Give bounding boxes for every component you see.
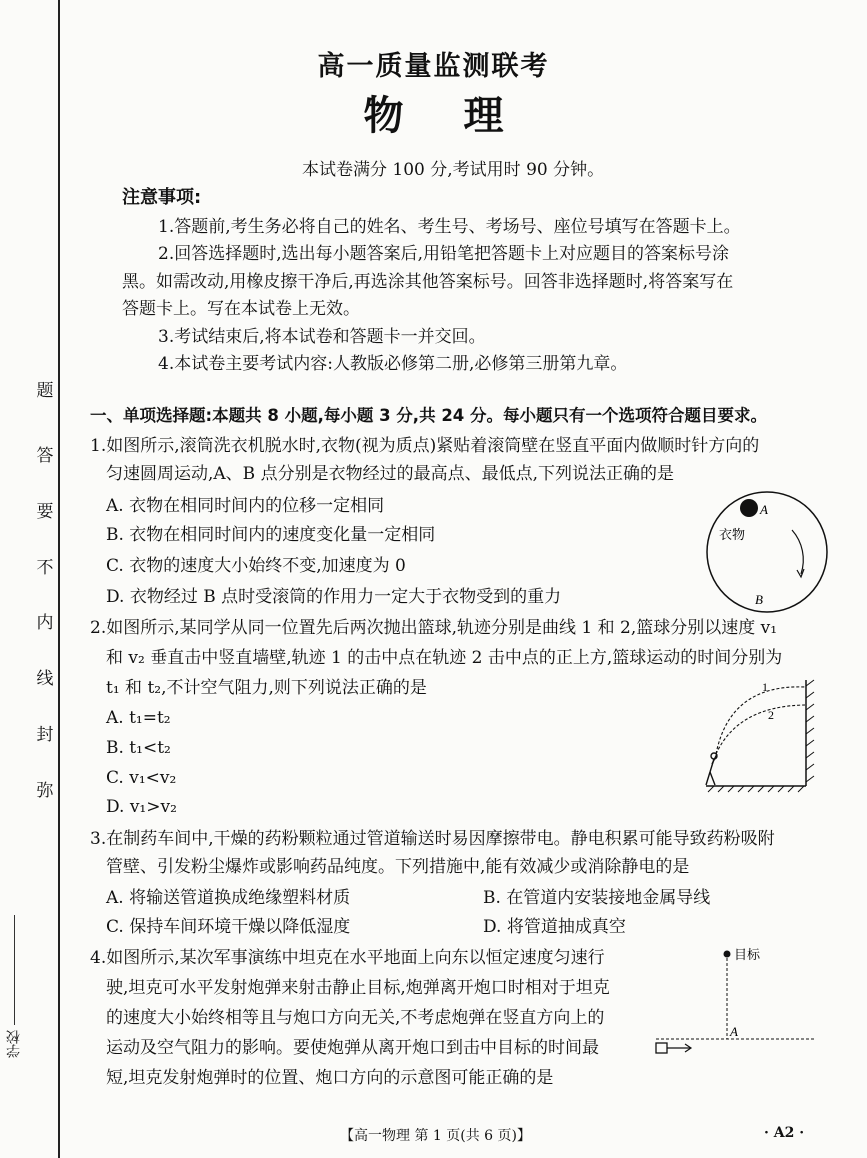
notice-line: 2.回答选择题时,选出每小题答案后,用铅笔把答题卡上对应题目的答案标号涂 (158, 244, 730, 264)
label-b: B (755, 592, 763, 607)
label-target: 目标 (734, 948, 761, 963)
ground-hatching (708, 786, 804, 792)
q4-stem-line: 短,坦克发射炮弹时的位置、炮口方向的示意图可能正确的是 (106, 1068, 554, 1088)
q3-stem-line: 3.在制药车间中,干燥的药粉颗粒通过管道输送时易因摩擦带电。静电积累可能导致药粉吸附 (90, 829, 775, 849)
q4-stem-line: 运动及空气阻力的影响。要使炮弹从离开炮口到击中目标的时间最 (106, 1038, 599, 1058)
q3-option-c: C. 保持车间环境干燥以降低湿度 (106, 917, 351, 937)
notice-line: 答题卡上。写在本试卷上无效。 (122, 299, 360, 319)
binding-char: 答 (36, 446, 54, 466)
q3-stem-line: 管壁、引发粉尘爆炸或影响药品纯度。下列措施中,能有效减少或消除静电的是 (106, 857, 690, 877)
clothes-dot (740, 499, 758, 517)
binding-line (58, 0, 60, 1158)
clockwise-arrow (792, 530, 803, 574)
exam-info: 本试卷满分 100 分,考试用时 90 分钟。 (302, 160, 605, 180)
q1-option-d: D. 衣物经过 B 点时受滚筒的作用力一定大于衣物受到的重力 (106, 587, 562, 607)
section-heading: 一、单项选择题:本题共 8 小题,每小题 3 分,共 24 分。每小题只有一个选项符合题目要求。 (90, 406, 768, 425)
label-2: 2 (768, 708, 774, 722)
label-a: A (760, 502, 768, 517)
q2-stem-line: 和 v₂ 垂直击中竖直墙壁,轨迹 1 的击中点在轨迹 2 击中点的正上方,篮球运动的时间分别为 (106, 648, 783, 668)
label-1: 1 (762, 680, 768, 694)
q2-option-c: C. v₁<v₂ (106, 768, 177, 788)
target-dot (724, 951, 731, 958)
q2-stem-line: t₁ 和 t₂,不计空气阻力,则下列说法正确的是 (106, 678, 427, 698)
notice-line: 4.本试卷主要考试内容:人教版必修第二册,必修第三册第九章。 (158, 354, 628, 374)
q4-tank-figure (650, 940, 820, 1065)
tank-body (656, 1043, 667, 1053)
q3-option-b: B. 在管道内安装接地金属导线 (483, 888, 711, 908)
school-field-rule (14, 915, 15, 1025)
q1-washing-drum-figure (700, 490, 835, 615)
subject-title: 物理 (363, 93, 564, 139)
label-clothes: 衣物 (719, 528, 746, 543)
q4-stem-line: 驶,坦克可水平发射炮弹来射击静止目标,炮弹离开炮口时相对于坦克 (106, 978, 610, 998)
q1-option-a: A. 衣物在相同时间内的位移一定相同 (106, 496, 385, 516)
page-footer: 【高一物理 第 1 页(共 6 页)】 (340, 1128, 531, 1144)
q1-stem-line: 1.如图所示,滚筒洗衣机脱水时,衣物(视为质点)紧贴着滚筒壁在竖直平面内做顺时针方向的 (90, 436, 760, 456)
notice-line: 黑。如需改动,用橡皮擦干净后,再选涂其他答案标号。回答非选择题时,将答案写在 (122, 272, 734, 292)
q2-basketball-figure (700, 676, 830, 796)
q2-option-b: B. t₁<t₂ (106, 738, 171, 758)
exam-title: 高一质量监测联考 (317, 51, 550, 82)
binding-char: 封 (36, 725, 54, 745)
paper-code: · A2 · (764, 1125, 805, 1141)
label-a: A (730, 1024, 738, 1039)
binding-char: 线 (36, 669, 54, 689)
q3-option-a: A. 将输送管道换成绝缘塑料材质 (106, 888, 351, 908)
q1-stem-line: 匀速圆周运动,A、B 点分别是衣物经过的最高点、最低点,下列说法正确的是 (106, 464, 674, 484)
notice-heading: 注意事项: (122, 187, 202, 208)
notice-line: 3.考试结束后,将本试卷和答题卡一并交回。 (158, 327, 486, 347)
school-label: 学校 (6, 1030, 22, 1058)
q4-stem-line: 4.如图所示,某次军事演练中坦克在水平地面上向东以恒定速度匀速行 (90, 948, 605, 968)
notice-line: 1.答题前,考生务必将自己的姓名、考生号、考场号、座位号填写在答题卡上。 (158, 217, 741, 237)
wall-hatching (806, 680, 814, 782)
student-figure (706, 753, 717, 785)
trajectory-2 (716, 705, 805, 754)
q4-stem-line: 的速度大小始终相等且与炮口方向无关,不考虑炮弹在竖直方向上的 (106, 1008, 605, 1028)
binding-char: 要 (36, 502, 54, 522)
q3-option-d: D. 将管道抽成真空 (483, 917, 626, 937)
binding-char: 不 (36, 558, 54, 578)
q2-stem-line: 2.如图所示,某同学从同一位置先后两次抛出篮球,轨迹分别是曲线 1 和 2,篮球分别以速度 v₁ (90, 618, 778, 638)
clockwise-arrowhead (797, 569, 804, 577)
q2-option-a: A. t₁=t₂ (106, 708, 171, 728)
binding-char: 题 (36, 381, 54, 401)
binding-char: 内 (36, 613, 54, 633)
q1-option-c: C. 衣物的速度大小始终不变,加速度为 0 (106, 556, 406, 576)
q1-option-b: B. 衣物在相同时间内的速度变化量一定相同 (106, 525, 436, 545)
binding-char: 弥 (36, 781, 54, 801)
q2-option-d: D. v₁>v₂ (106, 797, 177, 817)
trajectory-1 (716, 687, 805, 754)
